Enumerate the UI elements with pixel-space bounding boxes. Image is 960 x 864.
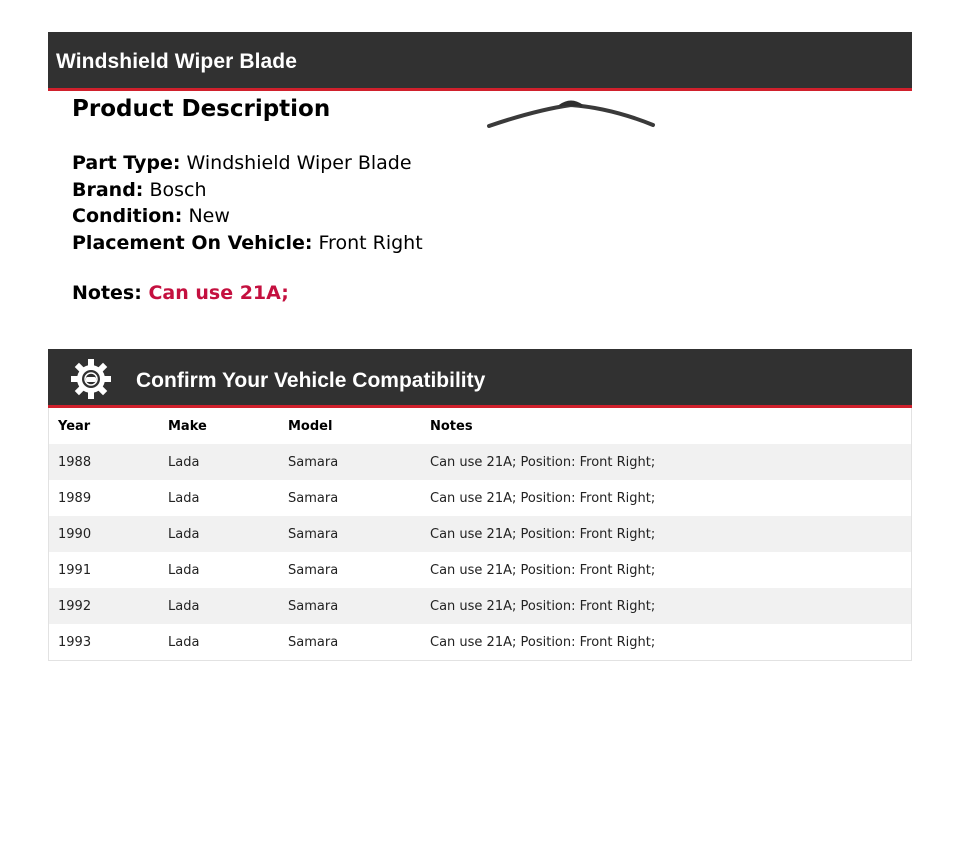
spec-placement [72, 230, 423, 257]
table-header-row [49, 408, 911, 444]
column-header-make: Make [168, 418, 207, 434]
cell-model: Samara [288, 598, 339, 614]
cell-make: Lada [168, 490, 200, 506]
spec-condition [72, 203, 423, 230]
cell-model: Samara [288, 490, 339, 506]
cell-make: Lada [168, 526, 200, 542]
spec-label: Condition: [72, 205, 183, 227]
spec-value: New [188, 205, 230, 227]
notes-value: Can use 21A; [148, 282, 289, 304]
cell-make: Lada [168, 598, 200, 614]
cell-notes: Can use 21A; Position: Front Right; [430, 490, 656, 506]
table-row [49, 516, 911, 552]
spec-value: Bosch [149, 178, 207, 201]
compatibility-title-bar [48, 349, 912, 408]
cell-year: 1992 [58, 598, 92, 614]
cell-year: 1991 [58, 562, 92, 578]
cell-notes: Can use 21A; Position: Front Right; [430, 634, 656, 650]
table-row [49, 480, 911, 516]
cell-year: 1990 [58, 526, 92, 542]
product-title-bar [48, 32, 912, 91]
cell-model: Samara [288, 526, 339, 542]
compatibility-table-container [48, 408, 912, 661]
product-title: Windshield Wiper Blade [56, 50, 298, 73]
cell-notes: Can use 21A; Position: Front Right; [430, 526, 656, 542]
cell-year: 1993 [58, 634, 92, 650]
column-header-year: Year [58, 418, 91, 434]
spec-value: Front Right [318, 231, 423, 254]
spec-label: Part Type: [72, 152, 181, 174]
cell-notes: Can use 21A; Position: Front Right; [430, 598, 656, 614]
cell-year: 1988 [58, 454, 92, 470]
column-header-notes: Notes [430, 418, 473, 434]
cell-make: Lada [168, 454, 200, 470]
cell-make: Lada [168, 634, 200, 650]
cell-model: Samara [288, 634, 339, 650]
cell-notes: Can use 21A; Position: Front Right; [430, 454, 656, 470]
spec-label: Placement On Vehicle: [72, 231, 313, 254]
spec-label: Brand: [72, 178, 144, 201]
cell-year: 1989 [58, 490, 92, 506]
product-notes [72, 282, 289, 304]
product-specs [72, 150, 423, 256]
wiper-blade-image [486, 96, 656, 132]
spec-value: Windshield Wiper Blade [186, 152, 412, 174]
product-description-heading: Product Description [72, 96, 331, 122]
column-header-model: Model [288, 418, 333, 434]
compatibility-title: Confirm Your Vehicle Compatibility [136, 369, 486, 392]
spec-part-type [72, 150, 423, 177]
cell-model: Samara [288, 562, 339, 578]
spec-brand [72, 177, 423, 204]
table-row [49, 588, 911, 624]
cell-make: Lada [168, 562, 200, 578]
notes-label: Notes: [72, 282, 142, 304]
table-row [49, 624, 911, 660]
compatibility-table [49, 408, 911, 660]
gear-car-icon [70, 358, 112, 400]
table-row [49, 444, 911, 480]
table-row [49, 552, 911, 588]
cell-notes: Can use 21A; Position: Front Right; [430, 562, 656, 578]
cell-model: Samara [288, 454, 339, 470]
